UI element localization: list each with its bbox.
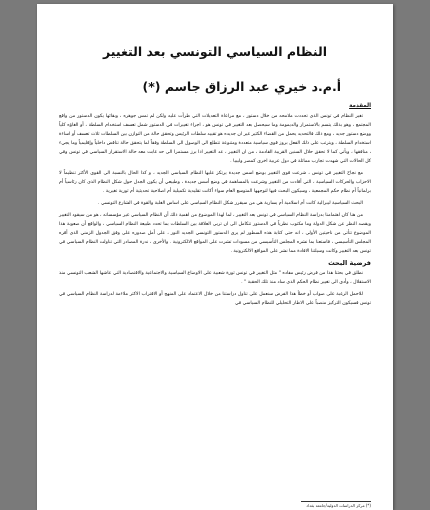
- paper-content: [59, 4, 371, 311]
- hypothesis-paragraph-2: للاحمل الرغبة على صواب أو خطأ هذا الفرض سنعمل على تناول دراستنا من خلال الاعتماد على المنهج أو الاقتراب الاكثر ملاءمة لدراسة النظام السياسي في تونس فسيكون التركيز منصباً على الاطار التحليلي للنظام السياسي في: [59, 292, 371, 307]
- paper-title: النظام السياسي التونسي بعد التغيير: [102, 44, 328, 59]
- intro-paragraph-3: البحث السياسية ليبرالية كانت أم اسلامية أم يسارية هي من سيقرر شكل النظام السياسي على اساس الغلبة والقوة في الشارع التونسي .: [98, 200, 363, 206]
- hypothesis-heading: فرضية البحث: [328, 258, 371, 267]
- paper-page: [37, 4, 393, 510]
- intro-paragraph-2: مع نجاح التغيير في تونس ، شرعت قوى التغيير بوضع اسس جديدة يرتكز عليها النظام السياسي الجديد ، و كذا الحال بالنسبة الى القوى الأكثر تنظيماً لا الاحزاب والحركات السياسية ، التي أفادت من التغيير وشرعت بالمساهمة في وضع أسس جديدة ، وطبيعي أن يكون الجدل حول شكل النظام الذي كان رئاسياً أم برلمانياً أم نظام حكم المجمعية ، وسيكون البحث فيها لتوجهها المتوسع العام سواء أكانت تقليدية تكميلية أم اصلاحية تحديثية أم ثورية تغيرية .: [59, 170, 371, 194]
- intro-heading: المقدمة: [349, 103, 371, 109]
- footnote: (*) مركز الدراسات الدولية/جامعة بغداد: [306, 503, 371, 508]
- footnote-divider: [301, 501, 371, 502]
- hypothesis-paragraph-1: نطلق في بحثنا هذا من فرض رئيس مفاده " مثل التغيير في تونس ثورة شعبية على الاوضاع السياسية والاجتماعية والاقتصادية التي عاشها الشعب التونسي منذ الاستقلال ، وأدى الى تغيير نظام الحكم الذي ساد منذ تلك الحقبة " .: [59, 271, 371, 286]
- body-paragraph-1: من هنا كان اهتمامنا بدراسة النظام السياسي في تونس بعد التغيير ، لما لهذا الموضوع من اهمية ذلك أن النظام السياسي غير مؤسساته ، هو من سيقود التغيير ويقصد النظر عن شكل الدولة وما مكتوب نظرياً في الدستور تتكامل الى ان تربى العلاقة بين السلطات بما تحدد طبيعة النظام السياسي ، والواقع أن صعوبة هذا الموضوع تتأتى من ناحيتين الأولى ، انه حتى كتابة هذه السطور لم يرى الدستور التونسي الجديد النور ، على أمل صدوره على وفق الجدول الزمني الذي أقره المجلس التأسيسي ، فاستعنا بما نشره المجلس التأسيسي من مسودات تشرت على المواقع الالكترونية . والأخرى ، ندرة المصادر التي تناولت النظام السياسي في تونس بعد التغيير وكانت وسيلتنا الافادة مما نشر على المواقع الالكترونية .: [59, 212, 371, 254]
- paper-author: أ.م.د خيري عبد الرزاق جاسم (*): [142, 79, 341, 94]
- intro-paragraph-1: تغير النظام في تونس الذي تحددت ملامحه من خلال دستور ، مع مراعاة التعديلات التي طرأت عليه ولكن لم تمس جوهره ، وبقائها يكون الدستور من واقع المجتمع ، وهو بذلك يتسم بالاستمرار والديمومة وما سيحصل بعد التغيير في تونس هو ، اجراء تغييرات في الدستور شمل تعسف استخدام السلطة ، أو الغاؤه كلياً ووضع دستور جديد ، ومع ذلك فالتحديد يحمل من القضاء الكثير غير ان جديده هو تقييد سلطات الرئيس وتحقق حالة من التوازن بين السلطات ثلاث تعسف أو اساءة استخدام السلطة ، ويترتب على ذلك الفعل بروز قوى سياسية متعددة ومتنوعة تتطلع الى الوصول الى السلطة وفقاً لما يتحقق حالة تناقض داخلياً وإقليمياً وما يجيء ، منافقها ، ويأتي كما لا تحقق حلال السنين القريبة القادمة ، من ان التغيير ، عد التغيير اذا برز مستمرا الى حد غابت معه حالة الاستقرار السياسي في تونس وفي كل الحالات التي شهدت تجارب مماثلة في دول عربية اخرى كمصر وليبيا .: [59, 113, 371, 164]
